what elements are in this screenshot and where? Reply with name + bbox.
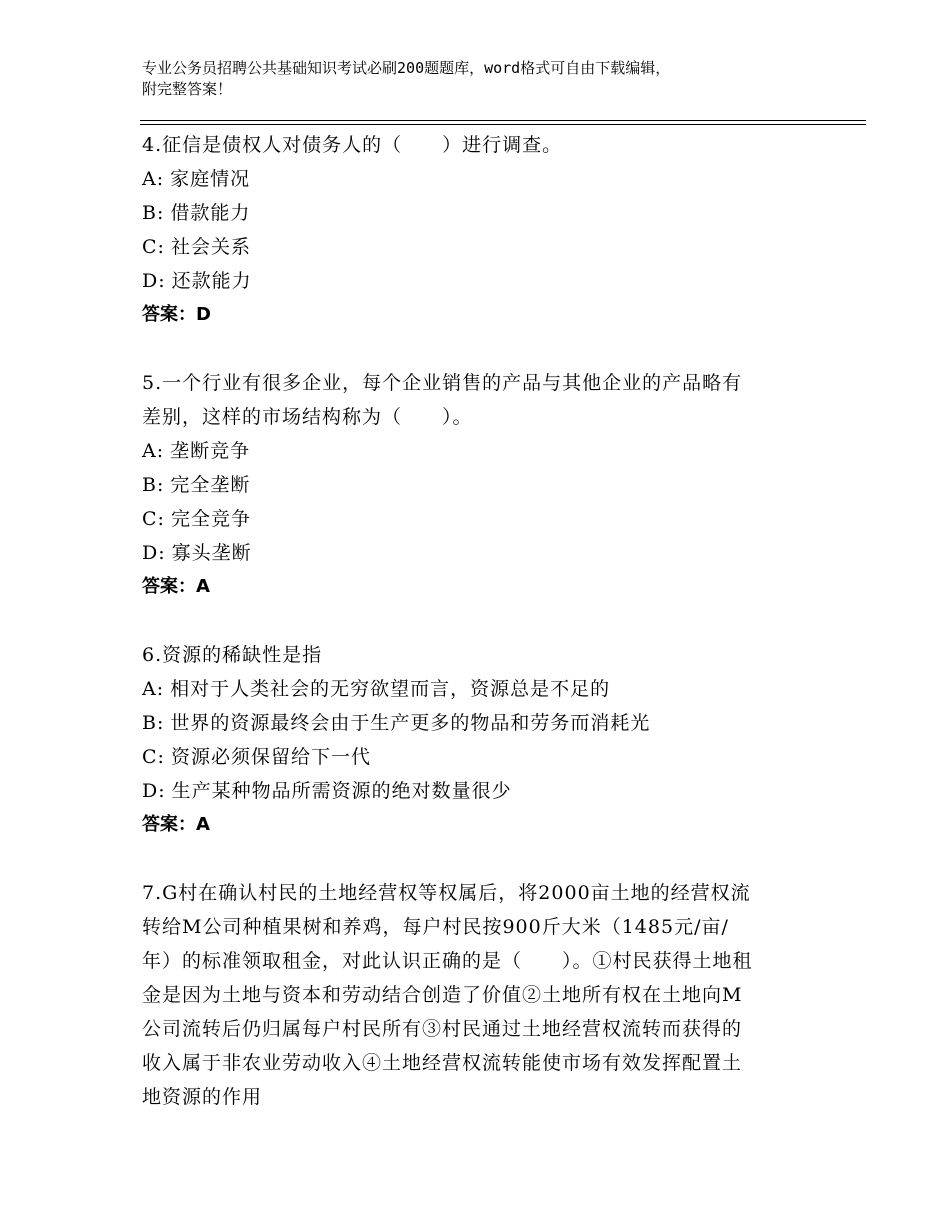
option-a [142, 434, 812, 468]
question-stem-line: 金是因为土地与资本和劳动结合创造了价值②土地所有权在土地向M [142, 984, 743, 1006]
answer-label: 答案：A [142, 814, 210, 835]
option-text: 生产某种物品所需资源的绝对数量很少 [171, 780, 512, 802]
option-letter: D: [142, 542, 166, 564]
option-letter: A: [142, 678, 165, 700]
option-text: 垄断竞争 [170, 440, 251, 462]
question-4 [142, 128, 812, 332]
option-text: 借款能力 [170, 202, 251, 224]
spacer [142, 842, 812, 876]
question-stem-line: 转给M公司种植果树和养鸡，每户村民按900斤大米（1485元/亩/ [142, 916, 729, 938]
option-d [142, 536, 812, 570]
option-text: 社会关系 [170, 236, 251, 258]
question-5 [142, 366, 812, 604]
header-divider-bottom [140, 124, 866, 125]
option-letter: C: [142, 236, 165, 258]
option-letter: D: [142, 780, 166, 802]
option-text: 完全垄断 [170, 474, 251, 496]
question-stem-line: 收入属于非农业劳动收入④土地经营权流转能使市场有效发挥配置土 [142, 1052, 743, 1074]
option-d [142, 264, 812, 298]
question-6 [142, 638, 812, 842]
question-stem-line: 地资源的作用 [142, 1086, 263, 1108]
question-stem-line: 7.G村在确认村民的土地经营权等权属后，将2000亩土地的经营权流 [142, 882, 751, 904]
option-c [142, 502, 812, 536]
option-d [142, 774, 812, 808]
option-letter: D: [142, 270, 166, 292]
option-text: 资源必须保留给下一代 [170, 746, 371, 768]
option-text: 寡头垄断 [171, 542, 252, 564]
option-text: 还款能力 [171, 270, 252, 292]
spacer [142, 332, 812, 366]
header-line-2: 附完整答案！ [142, 80, 233, 98]
question-list [142, 128, 812, 1114]
option-letter: C: [142, 746, 165, 768]
option-b [142, 468, 812, 502]
question-stem-line: 年）的标准领取租金，对此认识正确的是（ ）。①村民获得土地租 [142, 950, 753, 972]
option-letter: B: [142, 712, 165, 734]
option-letter: C: [142, 508, 165, 530]
header-line-1: 专业公务员招聘公共基础知识考试必刷200题题库，word格式可自由下载编辑， [142, 59, 671, 77]
question-7 [142, 876, 812, 1114]
header-divider-top [140, 120, 866, 121]
option-text: 世界的资源最终会由于生产更多的物品和劳务而消耗光 [170, 712, 651, 734]
option-b [142, 196, 812, 230]
question-stem-line: 5.一个行业有很多企业，每个企业销售的产品与其他企业的产品略有 [142, 372, 743, 394]
spacer [142, 604, 812, 638]
option-letter: B: [142, 202, 165, 224]
option-a [142, 672, 812, 706]
option-text: 完全竞争 [170, 508, 251, 530]
option-a [142, 162, 812, 196]
option-letter: A: [142, 168, 165, 190]
option-letter: B: [142, 474, 165, 496]
question-stem-line: 公司流转后仍归属每户村民所有③村民通过土地经营权流转而获得的 [142, 1018, 743, 1040]
answer-label: 答案：A [142, 576, 210, 597]
option-text: 相对于人类社会的无穷欲望而言，资源总是不足的 [170, 678, 611, 700]
option-b [142, 706, 812, 740]
question-stem: 6.资源的稀缺性是指 [142, 644, 323, 666]
option-letter: A: [142, 440, 165, 462]
answer-label: 答案：D [142, 304, 211, 325]
question-stem: 4.征信是债权人对债务人的（ ）进行调查。 [142, 134, 563, 156]
option-c [142, 230, 812, 264]
question-stem-line: 差别，这样的市场结构称为（ ）。 [142, 406, 473, 428]
page-header [142, 58, 842, 100]
option-text: 家庭情况 [170, 168, 251, 190]
option-c [142, 740, 812, 774]
